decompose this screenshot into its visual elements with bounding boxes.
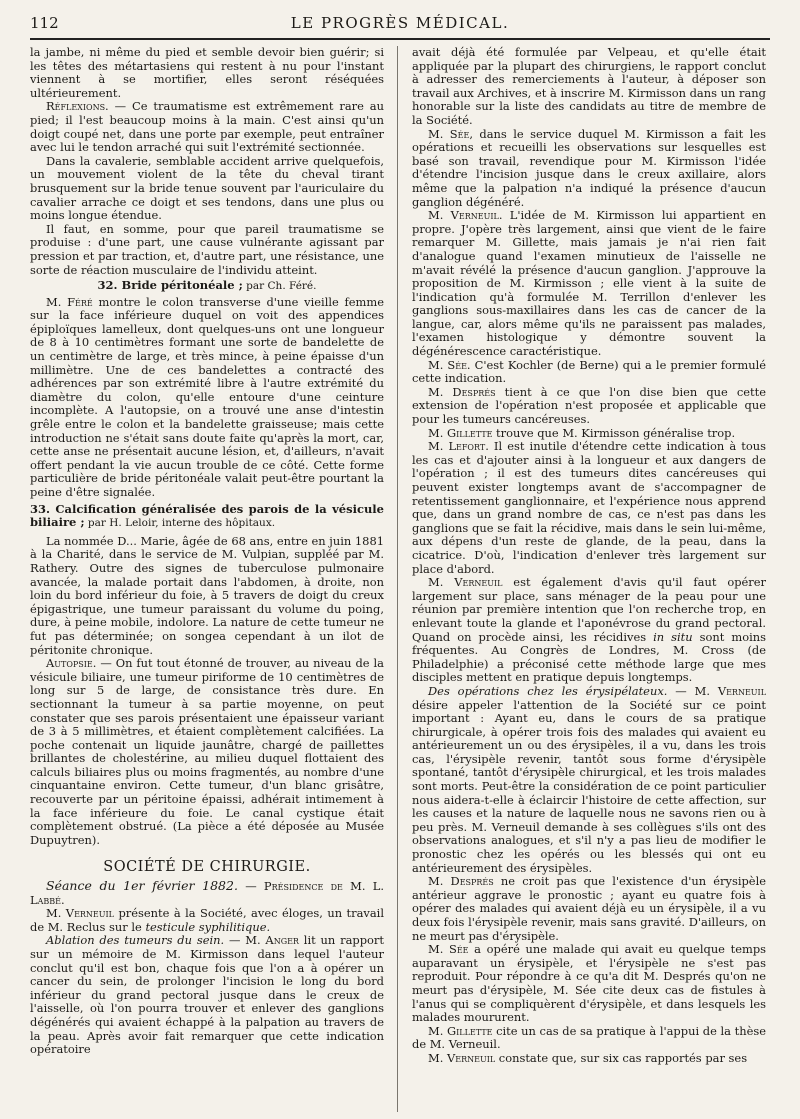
paragraph: M. Sée. C'est Kochler (de Berne) qui a le premier formulé cette indication.	[412, 357, 766, 386]
session-line: Séance du 1er février 1882. — Présidence de M. L. Labbé.	[30, 878, 384, 907]
paragraph: Réflexions. — Ce traumatisme est extrêmement rare au pied; il l'est beaucoup moins à la main. C'est ainsi qu'un doigt coupé net, dans une porte par exemple, peut entraîner avec lui le tendon arraché qui suit l'extrémité sectionnée.	[30, 99, 384, 155]
right-column	[412, 46, 766, 1112]
paragraph: M. Després ne croit pas que l'existence d'un érysipèle antérieur aggrave le pronostic ; ayant eu quatre fois à opérer des malades qui avaient déjà eu un érysipèle, il a vu deux fois l'érysipèle revenir, mais sans gravité. D'ailleurs, on ne meurt pas d'érysipèle.	[412, 874, 766, 943]
article-heading-33: 33. Calcification généralisée des parois de la vésicule biliaire ; par H. Leloir, interne des hôpitaux.	[30, 501, 384, 530]
page-header	[30, 10, 770, 40]
paragraph: M. Gillette trouve que M. Kirmisson généralise trop.	[428, 425, 736, 440]
paragraph: Des opérations chez les érysipélateux. — M. Verneuil désire appeler l'attention de la Société sur ce point important : Ayant eu, dans le cours de sa pratique chirurgicale, à opérer trois fois des malades qui avaient eu antérieurement un ou des érysipèles, il a vu, dans les trois cas, l'érysipèle revenir, tantôt sous forme d'érysipèle spontané, tantôt d'érysipèle chirurgical, et les trois malades sont morts. Peut-être la considération de ce point particulier nous aidera-t-elle à éclaircir l'histoire de cette affection, sur les causes et la nature de laquelle nous ne savons rien ou à peu près. M. Verneuil demande à ses collègues s'ils ont des observations analogues, et s'il n'y a pas lieu de modifier le pronostic chez les opérés ou les blessés qui ont eu antérieurement des érysipèles.	[412, 683, 766, 875]
journal-title: LE PROGRÈS MÉDICAL.	[290, 14, 510, 32]
page-number: 112	[30, 14, 59, 32]
paragraph: M. Lefort. Il est inutile d'étendre cette indication à tous les cas et d'ajouter ainsi à la longueur et aux dangers de l'opération ; il est des tumeurs dites cancéreuses qui peuvent exister longtemps avant de s'accompagner de retentissement ganglionnaire, et l'expérience nous apprend que, dans un grand nombre de cas, ce n'est pas dans les ganglions que se fait la récidive, mais dans le sein lui-même, aux dépens d'un reste de glande, de la peau, dans la cicatrice. D'où, l'indication d'enlever très largement sur place d'abord.	[412, 439, 766, 576]
society-heading: SOCIÉTÉ DE CHIRURGIE.	[103, 859, 311, 876]
paragraph: la jambe, ni même du pied et semble devoir bien guérir; si les têtes des métartasiens qui restent à nu pour l'instant viennent à se mortifier, elles seront réséquées ultérieurement.	[30, 46, 384, 100]
left-column	[30, 46, 384, 1112]
paragraph: M. Féré montre le colon transverse d'une vieille femme sur la face inférieure duquel on voit des appendices épiploïques lamelleux, dont quelques-uns ont une longueur de 8 à 10 centimètres formant une sorte de bandelette de un centimètre de large, et très mince, à peine épaisse d'un millimètre. Une de ces bandelettes a contracté des adhérences par son extrémité libre à l'autre extrémité du diamètre du colon, qu'elle entoure d'une ceinture incomplète. A l'autopsie, on a trouvé une anse d'intestin grêle entre le colon et la bandelette graisseuse; mais cette introduction ne s'était sans doute faite qu'après la mort, car, cette anse ne présentait aucune lésion, et, d'ailleurs, n'avait offert pendant la vie aucun trouble de ce côté. Cette forme particulière de bride péritonéale valait peut-être pourtant la peine d'être signalée.	[30, 294, 384, 499]
paragraph: M. Verneuil présente à la Société, avec éloges, un travail de M. Reclus sur le testicule syphilitique.	[30, 906, 384, 934]
column-divider	[397, 46, 398, 1112]
paragraph: Il faut, en somme, pour que pareil traumatisme se produise : d'une part, une cause vulnérante agissant par pression et par traction, et, d'autre part, une résistance, une sorte de réaction musculaire de l'individu atteint.	[30, 221, 384, 277]
paragraph: M. Verneuil est également d'avis qu'il faut opérer largement sur place, sans ménager de la peau pour une réunion par première intention que l'on recherche trop, en enlevant toute la glande et l'aponévrose du grand pectoral. Quand on procède ainsi, les récidives in situ sont moins fréquentes. Au Congrès de Londres, M. Cross (de Philadelphie) a préconisé cette méthode large que mes disciples mettent en pratique depuis longtemps.	[412, 575, 766, 685]
paragraph: M. Verneuil constate que, sur six cas rapportés par ses	[428, 1050, 748, 1065]
paragraph: Dans la cavalerie, semblable accident arrive quelquefois, un mouvement violent de la tête du cheval tirant brusquement sur la bride tenue souvent par l'auriculaire du cavalier arrache ce doigt et ses tendons, dans une plus ou moins longue étendue.	[30, 153, 384, 223]
paragraph: La nommée D... Marie, âgée de 68 ans, entre en juin 1881 à la Charité, dans le service de M. Vulpian, suppléé par M. Rathery. Outre des signes de tuberculose pulmonaire avancée, la malade portait dans l'abdomen, à droite, non loin du bord inférieur du foie, à 5 travers de doigt du creux épigastrique, une tumeur paraissant du volume du poing, dure, à peine mobile, indolore. La nature de cette tumeur ne fut pas déterminée; on songea cependant à un ilot de péritonite chronique.	[30, 533, 384, 657]
paragraph: M. Gillette cite un cas de sa pratique à l'appui de la thèse de M. Verneuil.	[412, 1023, 766, 1052]
paragraph: M. Sée, dans le service duquel M. Kirmisson a fait les opérations et recueilli les observations sur lesquelles est basé son travail, revendique pour M. Kirmisson l'idée d'étendre l'incision jusque dans le creux axillaire, alors même que la palpation n'a indiqué la présence d'aucun ganglion dégénéré.	[412, 126, 766, 209]
paragraph: Autopsie. — On fut tout étonné de trouver, au niveau de la vésicule biliaire, une tumeur piriforme de 10 centimètres de long sur 5 de large, de consistance très dure. En sectionnant la tumeur à sa partie moyenne, on peut constater que ses parois présentaient une épaisseur variant de 3 à 5 millimètres, et étaient complètement calcifiées. La poche contenait un liquide jaunâtre, chargé de paillettes brillantes de cholestérine, au milieu duquel flottaient des calculs biliaires plus ou moins fragmentés, au nombre d'une cinquantaine environ. Cette tumeur, d'un blanc grisâtre, recouverte par un péritoine épaissi, adhérait intimement à la face inférieure du foie. Le canal cystique était complètement obstrué. (La pièce a été déposée au Musée Dupuytren).	[30, 656, 384, 847]
section-label: Réflexions.	[46, 99, 109, 114]
paragraph: avait déjà été formulée par Velpeau, et qu'elle était appliquée par la plupart des chirurgiens, le rapport conclut à adresser des remerciements à l'auteur, à déposer son travail aux Archives, et à inscrire M. Kirmisson dans un rang honorable sur la liste des candidats au titre de membre de la Société.	[412, 46, 766, 127]
paragraph: M. Després tient à ce que l'on dise bien que cette extension de l'opération n'est proposée et applicable que pour les tumeurs cancéreuses.	[412, 384, 766, 427]
article-heading-32: 32. Bride péritonéale ; par Ch. Féré.	[97, 278, 317, 293]
paragraph: M. Verneuil. L'idée de M. Kirmisson lui appartient en propre. J'opère très largement, ainsi que vient de le faire remarquer M. Gillette, mais jamais je n'ai rien fait d'analogue quand l'examen minutieux de l'aisselle ne m'avait révélé la présence d'aucun ganglion. J'approuve la proposition de M. Kirmisson ; elle vient à la suite de l'indication qu'à formulée M. Terrillon d'enlever les ganglions sous-maxillaires dans les cas de cancer de la langue, car, alors même qu'ils ne paraissent pas malades, l'examen histologique y démontre souvent la dégénérescence caractéristique.	[412, 208, 766, 359]
paragraph: M. Sée a opéré une malade qui avait eu quelque temps auparavant un érysipèle, et l'érysipèle ne s'est pas reproduit. Pour répondre à ce qu'a dit M. Després qu'on ne meurt pas d'érysipèle, M. Sée cite deux cas de fistules à l'anus qui se compliquèrent d'érysipèle, et dans lesquels les malades moururent.	[412, 942, 766, 1025]
paragraph: Ablation des tumeurs du sein. — M. Anger lit un rapport sur un mémoire de M. Kirmisson dans lequel l'auteur conclut qu'il est bon, chaque fois que l'on a à opérer un cancer du sein, de prolonger l'incision le long du bord inférieur du grand pectoral jusque dans le creux de l'aisselle, où l'on pourra trouver et enlever des ganglions dégénérés qui avaient échappé à la palpation au travers de la peau. Après avoir fait remarquer que cette indication opératoire	[30, 933, 384, 1057]
